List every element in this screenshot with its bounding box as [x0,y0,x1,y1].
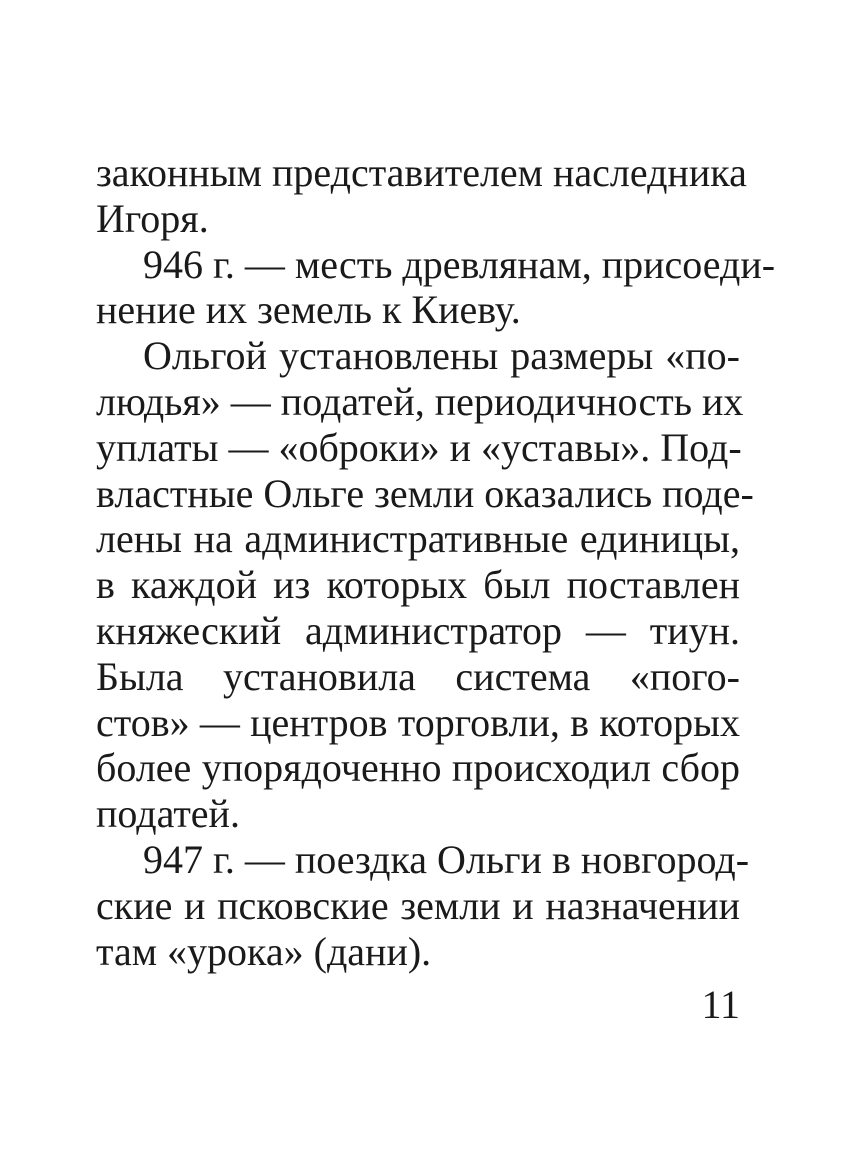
text-line: княжеский администратор — тиун. [96,607,740,653]
text-line: Игоря. [96,195,209,241]
body-text [96,150,776,974]
text-line: лены на административные единицы, [96,516,740,562]
text-line: законным представителем наследника [96,150,747,195]
text-line: стов» — центров торговли, в которых [96,699,740,745]
text-line: 946 г. — месть древлянам, присоеди- [143,241,776,287]
text-line: там «урока» (дани). [96,928,432,974]
text-line: в каждой из которых был поставлен [96,562,740,608]
text-line: более упорядоченно происходил сбор [96,745,740,791]
text-line: 947 г. — поездка Ольги в новгород- [143,836,750,882]
page-number: 11 [701,982,740,1027]
text-line: податей. [96,791,240,837]
text-line: уплаты — «оброки» и «уставы». Под- [96,424,742,470]
text-line: людья» — податей, периодичность их [96,378,744,424]
text-line: ские и псковские земли и назначении [96,882,740,928]
text-line: Ольгой установлены размеры «по- [143,333,740,379]
text-line: нение их земель к Киеву. [96,287,521,333]
text-line: Была установила система «пого- [96,653,740,699]
text-line: властные Ольге земли оказались поде- [96,470,754,516]
